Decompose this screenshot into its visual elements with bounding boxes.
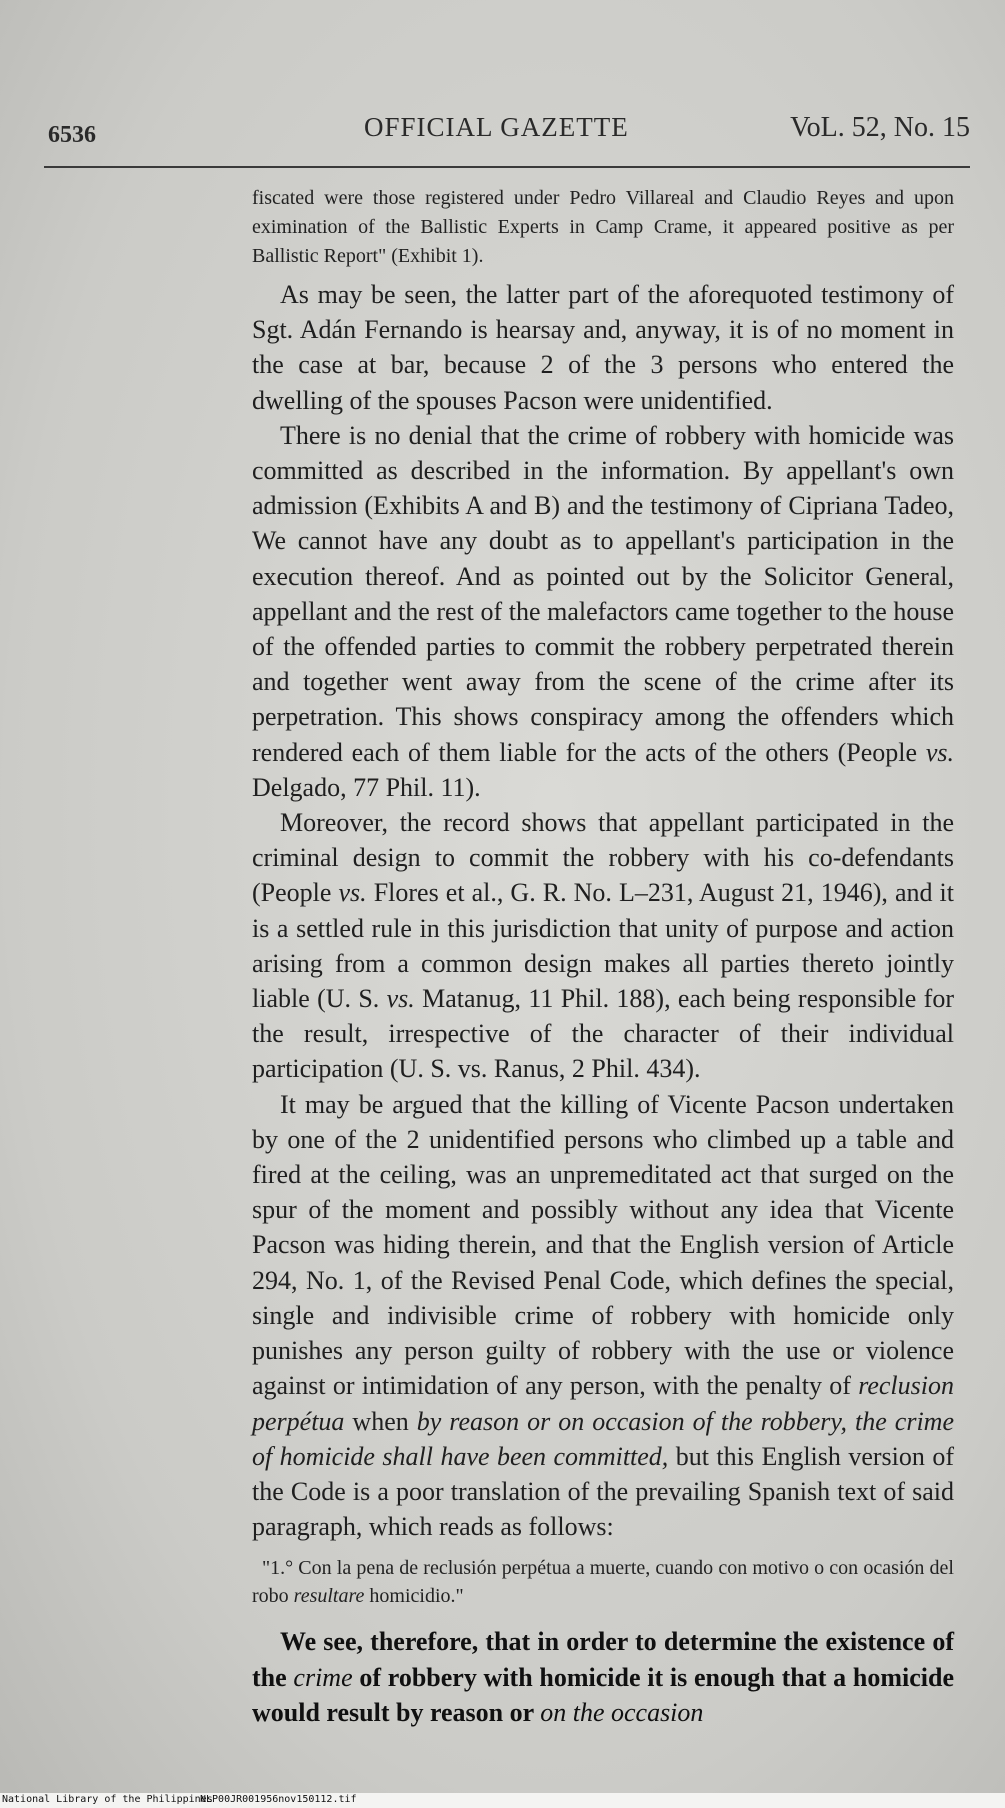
paragraph-3: Moreover, the record shows that appellant participated in the criminal design to commit the robbery with his co-defendants (People vs. Flores et al., G. R. No. L–231, August 21, 1946), and it is a settled rule in this jurisdiction that unity of purpose and action arising from a common design makes all parties thereto jointly liable (U. S. vs. Matanug, 11 Phil. 188), each being responsible for the result, irrespective of the character of their individual participation (U. S. vs. Ranus, 2 Phil. 434).: [252, 808, 954, 1084]
scan-filename: NLP00JR001956nov150112.tif: [200, 1794, 357, 1805]
paragraph-4: It may be argued that the killing of Vicente Pacson undertaken by one of the 2 unidentified persons who climbed up a table and fired at the ceiling, was an unpremeditated act that surged on the spur of the moment and possibly without any idea that Vicente Pacson was hiding therein, and that the English version of Article 294, No. 1, of the Revised Penal Code, which defines the special, single and indivisible crime of robbery with homicide only punishes any person guilty of robbery with the use or violence against or intimidation of any person, with the penalty of reclusion perpétua when by reason or on occasion of the robbery, the crime of homicide shall have been committed, but this English version of the Code is a poor translation of the prevailing Spanish text of said paragraph, which reads as follows:: [252, 1089, 954, 1542]
page-number: 6536: [48, 122, 96, 148]
header-rule: [44, 166, 970, 168]
scan-footer: [0, 1793, 1005, 1808]
paragraph-2: There is no denial that the crime of robbery with homicide was committed as described in the information. By appellant's own admission (Exhibits A and B) and the testimony of Cipriana Tadeo, We cannot have any doubt as to appellant's participation in the execution thereof. And as pointed out by the Solicitor General, appellant and the rest of the malefactors came together to the house of the offended parties to commit the robbery perpetrated therein and together went away from the scene of the crime after its perpetration. This shows conspiracy among the offenders which rendered each of them liable for the acts of the others (People vs. Delgado, 77 Phil. 11).: [252, 420, 954, 802]
page-header: [48, 112, 970, 152]
paragraph-1: As may be seen, the latter part of the aforequoted testimony of Sgt. Adán Fernando is hearsay and, anyway, it is of no moment in the case at bar, because 2 of the 3 persons who entered the dwelling of the spouses Pacson were unidentified.: [252, 280, 954, 415]
paragraph-5: We see, therefore, that in order to determine the existence of the crime of robbery with homicide it is enough that a homicide would result by reason or on the occasion: [252, 1627, 954, 1727]
volume-issue: VoL. 52, No. 15: [790, 112, 970, 143]
publication-title: OFFICIAL GAZETTE: [364, 112, 629, 142]
article-body: [252, 184, 954, 1730]
spanish-quotation: "1.° Con la pena de reclusión perpétua a muerte, cuando con motivo o con ocasión del robo resultare homicidio.": [252, 1557, 954, 1608]
quoted-testimony: fiscated were those registered under Pedro Villareal and Claudio Reyes and upon eximination of the Ballistic Experts in Camp Crame, it appeared positive as per Ballistic Report" (Exhibit 1).: [252, 187, 954, 267]
library-credit: National Library of the Philippines: [2, 1794, 213, 1805]
